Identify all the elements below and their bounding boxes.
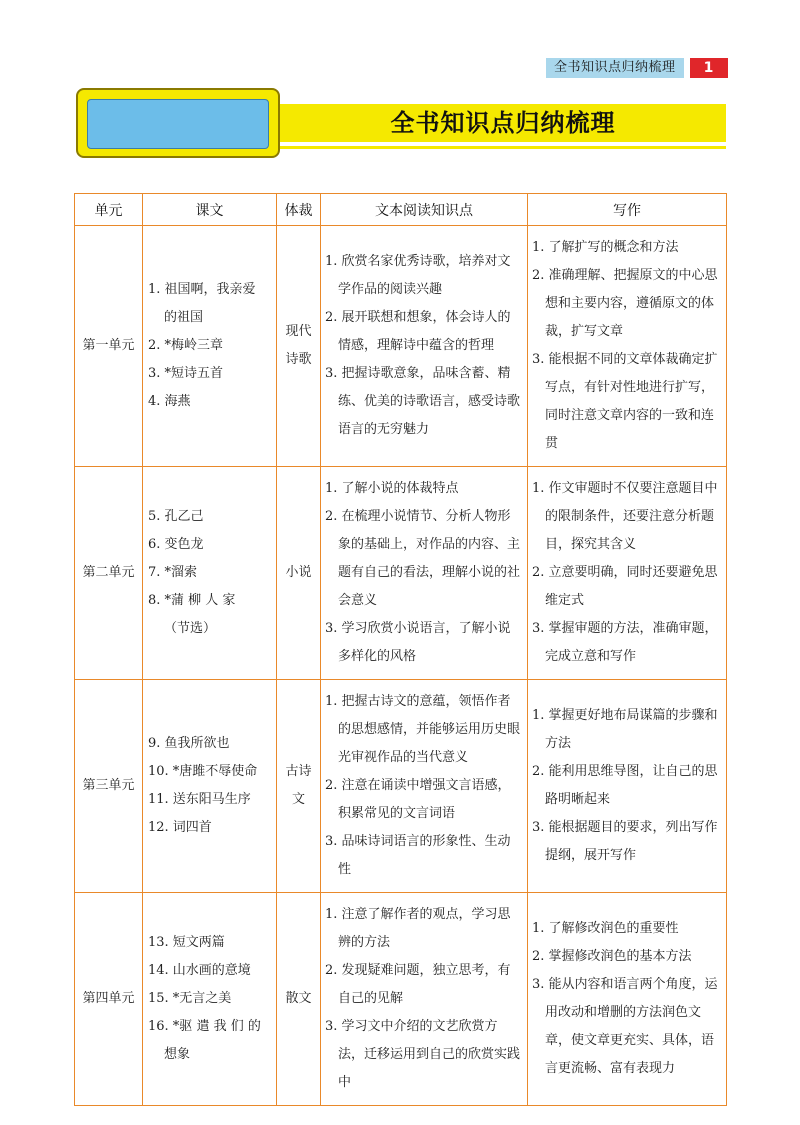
lesson-item: 12. 词四首 [148, 820, 212, 835]
reading-point: 1. 了解小说的体裁特点 [325, 481, 459, 496]
genre-cell [277, 893, 321, 1106]
genre-line: 现代 [285, 324, 312, 339]
column-header-genre: 体裁 [277, 194, 321, 226]
writing-point: 3. 能从内容和语言两个角度，运用改动和增删的方法润色文章，使文章更充实、具体，语言更流畅、富有表现力 [532, 977, 718, 1076]
column-header-unit: 单元 [75, 194, 143, 226]
genre-line: 古诗 [285, 764, 312, 779]
unit-name: 第三单元 [75, 680, 143, 893]
reading-points [321, 680, 528, 893]
table-row [75, 226, 727, 467]
lesson-item: 13. 短文两篇 [148, 935, 225, 950]
lesson-item: 15. *无言之美 [148, 991, 232, 1006]
lesson-item: （节选） [164, 621, 217, 636]
lesson-item: 想象 [164, 1047, 191, 1062]
reading-point: 3. 学习文中介绍的文艺欣赏方法，迁移运用到自己的欣赏实践中 [325, 1019, 521, 1090]
lesson-item: 5. 孔乙己 [148, 509, 204, 524]
reading-point: 2. 注意在诵读中增强文言语感，积累常见的文言词语 [325, 778, 511, 821]
reading-points [321, 467, 528, 680]
lesson-list [143, 226, 277, 467]
reading-point: 3. 学习欣赏小说语言，了解小说多样化的风格 [325, 621, 511, 664]
reading-point: 2. 在梳理小说情节、分析人物形象的基础上，对作品的内容、主题有自己的看法，理解小说的社会意义 [325, 509, 521, 608]
page-header [546, 58, 728, 78]
reading-points [321, 893, 528, 1106]
table-row [75, 467, 727, 680]
lesson-item: 14. 山水画的意境 [148, 963, 251, 978]
genre-cell [277, 680, 321, 893]
genre-cell [277, 226, 321, 467]
lesson-item: 7. *溜索 [148, 565, 198, 580]
lesson-item: 11. 送东阳马生序 [148, 792, 251, 807]
writing-point: 1. 了解修改润色的重要性 [532, 921, 679, 936]
writing-point: 1. 掌握更好地布局谋篇的步骤和方法 [532, 708, 718, 751]
writing-point: 2. 掌握修改润色的基本方法 [532, 949, 692, 964]
writing-point: 2. 准确理解、把握原文的中心思想和主要内容，遵循原文的体裁，扩写文章 [532, 268, 718, 339]
unit-name: 第一单元 [75, 226, 143, 467]
reading-point: 2. 发现疑难问题，独立思考，有自己的见解 [325, 963, 511, 1006]
title-banner [76, 88, 726, 164]
header-label: 全书知识点归纳梳理 [546, 58, 684, 78]
genre-line: 小说 [285, 565, 312, 580]
page-number: 1 [690, 58, 728, 78]
table-header-row [75, 194, 727, 226]
column-header-reading: 文本阅读知识点 [321, 194, 528, 226]
writing-points [528, 680, 727, 893]
lesson-list [143, 467, 277, 680]
unit-name: 第四单元 [75, 893, 143, 1106]
genre-line: 诗歌 [285, 352, 312, 367]
lesson-item: 4. 海燕 [148, 394, 191, 409]
table-row [75, 680, 727, 893]
lesson-item: 3. *短诗五首 [148, 366, 224, 381]
reading-point: 1. 注意了解作者的观点，学习思辨的方法 [325, 907, 511, 950]
reading-points [321, 226, 528, 467]
writing-points [528, 226, 727, 467]
writing-point: 3. 能根据不同的文章体裁确定扩写点，有针对性地进行扩写，同时注意文章内容的一致和连贯 [532, 352, 718, 451]
genre-line: 文 [291, 792, 305, 807]
unit-name: 第二单元 [75, 467, 143, 680]
column-header-lesson: 课文 [143, 194, 277, 226]
banner-box [76, 88, 280, 158]
lesson-item: 1. 祖国啊，我亲爱 [148, 282, 256, 297]
lesson-item: 10. *唐雎不辱使命 [148, 764, 258, 779]
lesson-item: 的祖国 [164, 310, 204, 325]
genre-cell [277, 467, 321, 680]
page-title: 全书知识点归纳梳理 [390, 109, 616, 137]
column-header-writing: 写作 [528, 194, 727, 226]
writing-point: 2. 立意要明确，同时还要避免思维定式 [532, 565, 718, 608]
lesson-item: 16. *驱 遣 我 们 的 [148, 1019, 261, 1034]
reading-point: 3. 把握诗歌意象，品味含蓄、精练、优美的诗歌语言，感受诗歌语言的无穷魅力 [325, 366, 521, 437]
banner-blue-panel [87, 99, 269, 149]
genre-line: 散文 [285, 991, 312, 1006]
lesson-item: 9. 鱼我所欲也 [148, 736, 230, 751]
banner-underline [276, 146, 726, 149]
writing-point: 2. 能利用思维导图，让自己的思路明晰起来 [532, 764, 718, 807]
writing-point: 3. 能根据题目的要求，列出写作提纲，展开写作 [532, 820, 718, 863]
writing-point: 1. 作文审题时不仅要注意题目中的限制条件，还要注意分析题目，探究其含义 [532, 481, 718, 552]
reading-point: 2. 展开联想和想象，体会诗人的情感，理解诗中蕴含的哲理 [325, 310, 511, 353]
lesson-item: 2. *梅岭三章 [148, 338, 224, 353]
writing-point: 1. 了解扩写的概念和方法 [532, 240, 679, 255]
table-row [75, 893, 727, 1106]
lesson-item: 8. *蒲 柳 人 家 [148, 593, 236, 608]
lesson-list [143, 680, 277, 893]
lesson-list [143, 893, 277, 1106]
knowledge-table [74, 193, 727, 1106]
writing-points [528, 467, 727, 680]
reading-point: 3. 品味诗词语言的形象性、生动性 [325, 834, 511, 877]
writing-point: 3. 掌握审题的方法，准确审题，完成立意和写作 [532, 621, 718, 664]
reading-point: 1. 把握古诗文的意蕴，领悟作者的思想感情，并能够运用历史眼光审视作品的当代意义 [325, 694, 521, 765]
lesson-item: 6. 变色龙 [148, 537, 204, 552]
reading-point: 1. 欣赏名家优秀诗歌，培养对文学作品的阅读兴趣 [325, 254, 511, 297]
writing-points [528, 893, 727, 1106]
